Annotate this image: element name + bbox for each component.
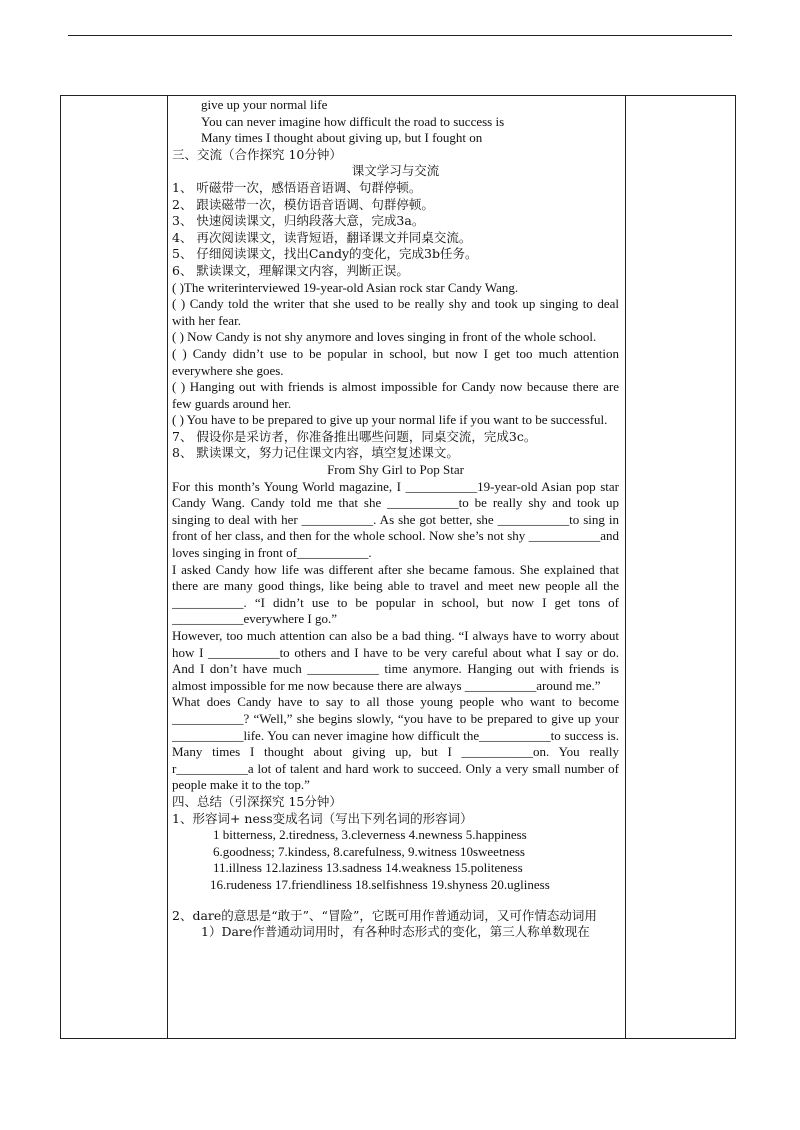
section3-title: 三、交流（合作探究 10分钟） [172,146,342,162]
true-false-item: ( ) Candy didn’t use to be popular in school, but now I get too much attention everywhere she goes. [172,345,619,378]
word-list-line: 11.illness 12.laziness 13.sadness 14.weakness 15.politeness [213,860,523,876]
step-item: 1、 听磁带一次，感悟语音语调、句群停顿。 [172,179,422,195]
point1-title: 1、形容词+ ness变成名词（写出下列名词的形容词） [172,810,473,826]
step-item: 7、 假设你是采访者，你准备推出哪些问题，同桌交流，完成3c。 [172,428,537,444]
passage-paragraph: For this month’s Young World magazine, I ___________19-year-old Asian pop star Candy Wang. Candy told me that she ___________to be really shy and took up singing to deal with her ___________. As she got better, she ___________to sing in front of her class, and then for the whole school. Now she’s not shy ___________and loves singing in front of___________. [172,478,619,561]
point2-subtext: 1）Dare作普通动词用时，有各种时态形式的变化，第三人称单数现在 [201,924,590,940]
column-divider-left [167,96,168,1038]
step-item: 3、 快速阅读课文，归纳段落大意，完成3a。 [172,213,425,229]
step-item: 6、 默读课文，理解课文内容，判断正误。 [172,262,409,278]
column-divider-right [625,96,626,1038]
true-false-item: ( ) You have to be prepared to give up your normal life if you want to be successful. [172,412,608,428]
step-item: 4、 再次阅读课文，读背短语，翻译课文并同桌交流。 [172,229,472,245]
passage-paragraph: I asked Candy how life was different after she became famous. She explained that there are many good things, like being able to travel and meet new people all the ___________. “I didn’t use to be popular in school, but now I get tons of ___________everywhere I go.” [172,561,619,627]
passage-paragraph: What does Candy have to say to all those young people who want to become ___________? “Well,” she begins slowly, “you have to be prepared to give up your ___________life. You can never imagine how difficult the___________to success is. Many times I thought about giving up, but I ___________on. You really r___________a lot of talent and hard work to succeed. Only a very small number of people make it to the top.” [172,694,619,793]
header-rule [68,35,732,36]
point2-text: 2、dare的意思是“敢于”、“冒险”，它既可用作普通动词，又可作情态动词用 [172,907,597,923]
lesson-content [172,97,619,1039]
section4-title: 四、总结（引深探究 15分钟） [172,793,342,809]
spacer [172,894,619,908]
true-false-item: ( ) Hanging out with friends is almost impossible for Candy now because there are few guards around her. [172,379,619,411]
passage-paragraph: However, too much attention can also be a bad thing. “I always have to worry about how I ___________to others and I have to be very careful about what I say or do. And I don’t have much ___________ time anymore. Hanging out with friends is almost impossible for me now because there are always ___________around me.” [172,628,619,693]
step-item: 5、 仔细阅读课文，找出Candy的变化，完成3b任务。 [172,246,478,262]
word-list-line: 1 bitterness, 2.tiredness, 3.cleverness 4.newness 5.happiness [213,827,527,843]
word-list-line: 16.rudeness 17.friendliness 18.selfishness 19.shyness 20.ugliness [210,876,550,892]
true-false-item: ( ) Now Candy is not shy anymore and loves singing in front of the whole school. [172,329,597,345]
word-list-line: 6.goodness; 7.kindess, 8.carefulness, 9.witness 10sweetness [213,843,525,859]
phrase-line: give up your normal life [201,97,328,112]
phrase-line: Many times I thought about giving up, but I fought on [201,130,483,146]
passage-title: From Shy Girl to Pop Star [327,462,464,478]
step-item: 8、 默读课文，努力记住课文内容，填空复述课文。 [172,445,459,461]
true-false-item: ( ) Candy told the writer that she used to be really shy and took up singing to deal with her fear. [172,296,619,328]
true-false-item: ( )The writerinterviewed 19-year-old Asian rock star Candy Wang. [172,279,519,295]
section3-subtitle: 课文学习与交流 [351,163,440,179]
phrase-line: You can never imagine how difficult the road to success is [201,113,505,129]
step-item: 2、 跟读磁带一次，模仿语音语调、句群停顿。 [172,196,434,212]
